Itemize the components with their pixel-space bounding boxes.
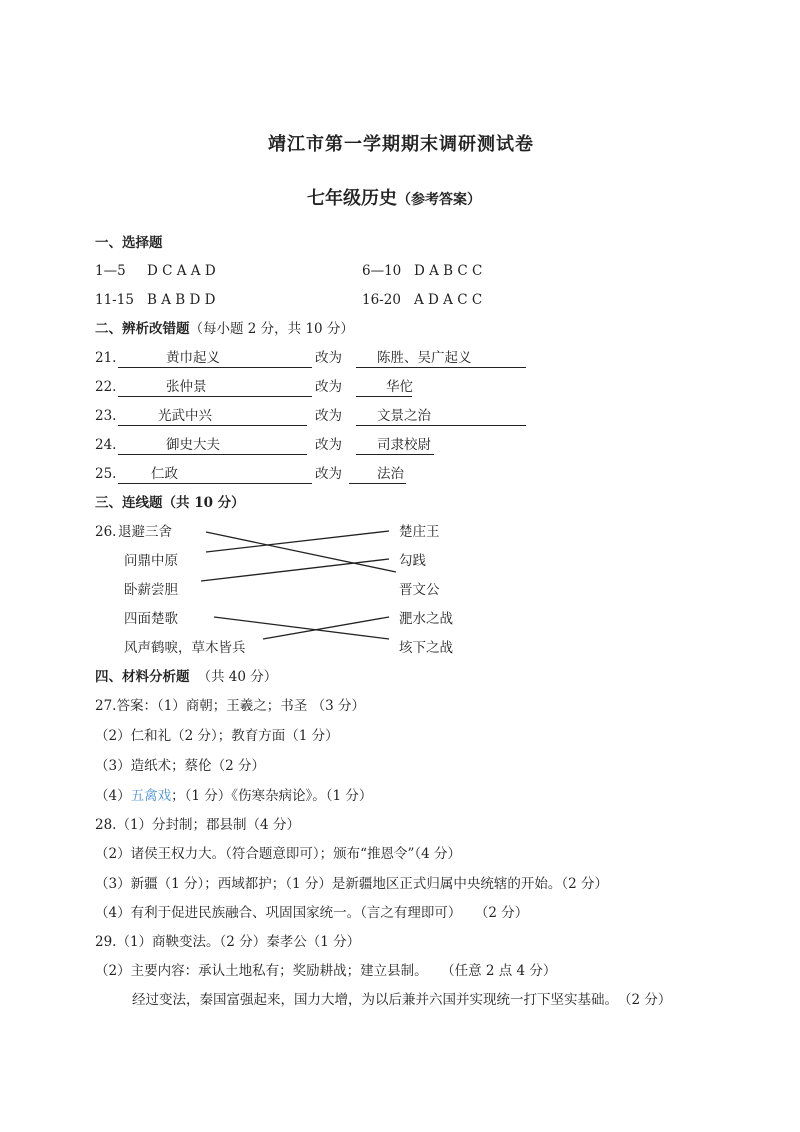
answer-line: [95, 787, 372, 805]
correction-wrong: 张仲景: [166, 379, 207, 395]
document-title: 靖江市第一学期期末调研测试卷: [268, 134, 534, 155]
correction-wrong: 御史大夫: [166, 437, 220, 453]
section-heading-correction-title: 二、辨析改错题: [95, 321, 190, 337]
correction-num: 24.: [95, 437, 117, 453]
matching-right-item: 淝水之战: [399, 611, 453, 627]
answer-line: （3）新疆（1 分）；西域都护；（1 分）是新疆地区正式归属中央统辖的开始。（2 分）: [95, 876, 608, 892]
choice-answers: A D A C C: [414, 292, 483, 308]
choice-answers: D A B C C: [414, 263, 483, 279]
section-heading-analysis: [95, 668, 277, 686]
correction-num: 23.: [95, 408, 117, 424]
correction-num: 25.: [95, 466, 117, 482]
choice-answers: D C A A D: [147, 263, 216, 279]
choice-answers: B A B D D: [147, 292, 216, 308]
correction-change-label: 改为: [315, 350, 342, 366]
correction-num: 22.: [95, 379, 117, 395]
correction-num: 21.: [95, 350, 117, 366]
choice-range: 6—10: [362, 263, 402, 279]
highlighted-term: 五禽戏: [130, 788, 172, 804]
matching-line: [214, 617, 389, 639]
section-heading-correction-note: （每小题 2 分，共 10 分）: [189, 321, 354, 337]
section-heading-matching: 三、连线题（共 10 分）: [95, 495, 245, 511]
answer-line: （3）造纸术；蔡伦（2 分）: [95, 758, 265, 774]
answer-line: 28.（1）分封制；郡县制（4 分）: [95, 817, 300, 833]
answer-line: 经过变法，秦国富强起来，国力大增，为以后兼并六国并实现统一打下坚实基础。 （2 分）: [132, 992, 672, 1008]
matching-line: [263, 617, 389, 639]
choice-range: 16-20: [362, 292, 401, 308]
matching-right-item: 晋文公: [399, 582, 440, 598]
matching-right-item: 楚庄王: [399, 524, 440, 540]
answer-line: 27.答案：（1）商朝；王羲之；书圣 （3 分）: [95, 698, 365, 714]
answer-prefix: （4）: [95, 788, 131, 804]
answer-rest: ；（1 分）《伤寒杂病论》。（1 分）: [171, 788, 373, 804]
matching-left-item: 卧薪尝胆: [124, 582, 178, 598]
matching-line: [206, 532, 396, 572]
choice-range: 11-15: [95, 292, 134, 308]
answer-line: （2）仁和礼（2 分）；教育方面（1 分）: [95, 728, 339, 744]
section-heading-choice: 一、选择题: [95, 235, 163, 251]
subtitle-note: （参考答案）: [397, 192, 481, 208]
section-heading-analysis-note: （共 40 分）: [197, 669, 278, 685]
correction-wrong: 光武中兴: [158, 408, 212, 424]
answer-line: （2）诸侯王权力大。（符合题意即可）；颁布“推恩令”（4 分）: [95, 846, 462, 862]
correction-change-label: 改为: [315, 466, 342, 482]
matching-right-item: 勾践: [399, 553, 426, 569]
correction-change-label: 改为: [315, 379, 342, 395]
matching-line: [206, 531, 389, 552]
matching-left-item: 四面楚歌: [124, 611, 178, 627]
correction-right: 司隶校尉: [377, 437, 431, 453]
matching-left-item: 退避三舍: [118, 524, 172, 540]
matching-left-item: 问鼎中原: [124, 553, 178, 569]
correction-right: 法治: [377, 466, 404, 482]
correction-change-label: 改为: [315, 437, 342, 453]
correction-wrong: 仁政: [151, 466, 178, 482]
matching-line: [201, 559, 389, 581]
matching-num: 26.: [95, 524, 117, 540]
answer-line: 29.（1）商鞅变法。（2 分）秦孝公（1 分）: [95, 934, 361, 950]
section-heading-analysis-title: 四、材料分析题: [95, 669, 190, 685]
matching-right-item: 垓下之战: [399, 640, 453, 656]
correction-right: 陈胜、吴广起义: [377, 350, 472, 366]
correction-wrong: 黄巾起义: [166, 350, 220, 366]
answer-line: （4）有利于促进民族融合、巩固国家统一。（言之有理即可） （2 分）: [95, 905, 529, 921]
correction-right: 文景之治: [377, 408, 431, 424]
matching-left-item: 风声鹤唳，草木皆兵: [124, 640, 246, 656]
subtitle-main: 七年级历史: [307, 188, 397, 209]
answer-line: （2）主要内容：承认土地私有；奖励耕战；建立县制。 （任意 2 点 4 分）: [95, 963, 557, 979]
correction-right: 华佗: [386, 379, 413, 395]
correction-change-label: 改为: [315, 408, 342, 424]
choice-range: 1—5: [95, 263, 126, 279]
